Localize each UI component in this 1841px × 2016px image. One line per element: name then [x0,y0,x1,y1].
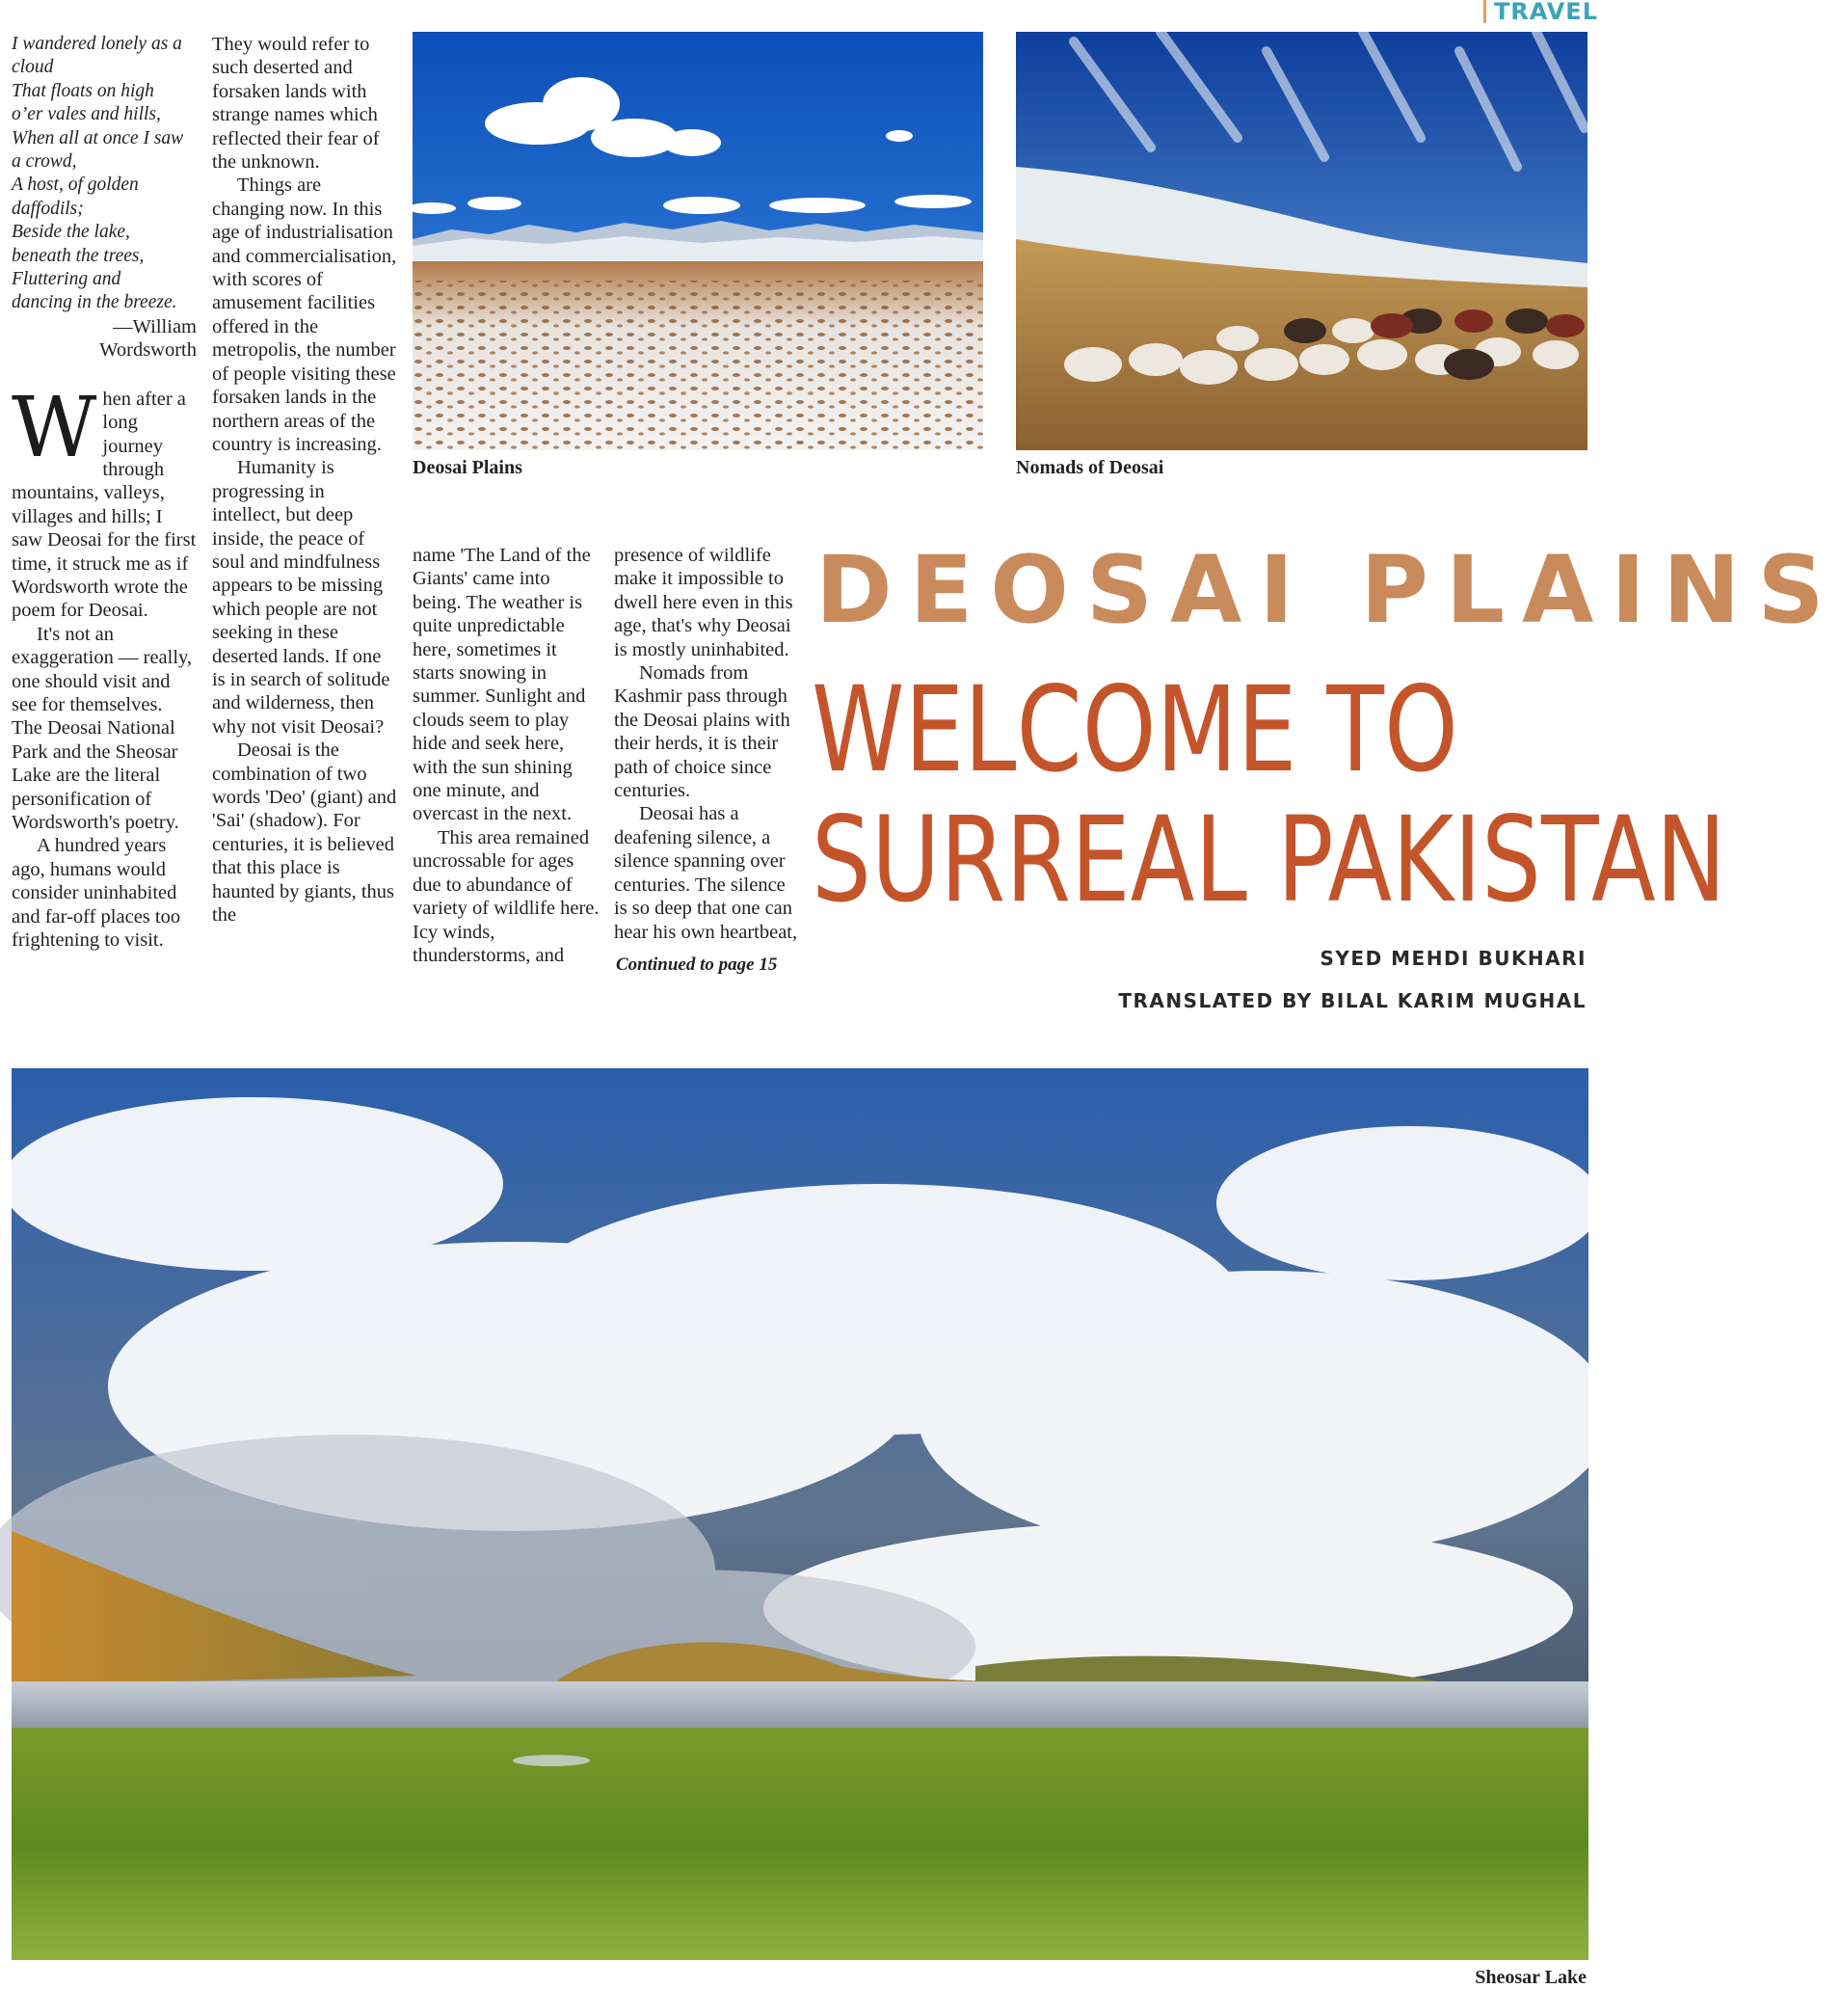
byline-translator: TRANSLATED BY BILAL KARIM MUGHAL [1118,989,1587,1012]
article-paragraph: Humanity is progressing in intellect, but deep inside, the peace of soul and mindfulness appears to be missing which people are not seeking in these deserted lands. If one is in search of solitude and wilderness, then why not visit Deosai? [212,457,390,738]
article-paragraph: presence of wildlife make it impossible to dwell here even in this age, that's why Deosai is mostly uninhabited. [614,545,793,660]
article-paragraph: A hundred years ago, humans would consider uninhabited and far-off places too frightening to visit. [12,835,181,952]
article-paragraph: Nomads from Kashmir pass through the Deosai plains with their herds, it is their path of choice since centuries. [614,662,790,802]
article-paragraph: It's not an exaggeration — really, one should visit and see for themselves. The Deosai National Park and the Sheosar Lake are the literal personification of Wordsworth's poetry. [12,623,193,833]
article-paragraph: This area remained uncrossable for ages due to abundance of variety of wildlife here. Icy winds, thunderstorms, and [413,826,600,966]
poem-line: o’er vales and hills, [12,104,161,125]
byline-author: SYED MEHDI BUKHARI [1320,947,1587,970]
poem-line: A host, of golden [12,175,139,196]
poem-line: dancing in the breeze. [12,292,177,313]
poem-line: beneath the trees, [12,245,145,266]
headline-line: SURREAL PAKISTAN [812,792,1726,928]
poem-line: a crowd, [12,151,77,173]
poem-epigraph [12,33,197,315]
continued-note: Continued to page 15 [616,954,778,975]
photo-deosai-plains [413,32,983,450]
poem-line: Fluttering and [12,269,121,290]
section-label: TRAVEL [1483,0,1598,23]
headline-line: WELCOME TO [812,661,1458,798]
article-paragraph: name 'The Land of the Giants' came into being. The weather is quite unpredictable here, sometimes it starts snowing in summer. Sunlight and clouds seem to play hide and seek here, with the sun shining one minute, and overcast in the next. [413,545,591,825]
article-paragraph: When after a long journey through mountains, valleys, villages and hills; I saw Deosai for the first time, it struck me as if Wordsworth wrote the poem for Deosai. [12,379,197,622]
poem-line: That floats on high [12,80,154,101]
article-paragraph: Things are changing now. In this age of industrialisation and commercialisation, with scores of amusement facilities offered in the metropolis, the number of people visiting these forsaken lands in the northern areas of the country is increasing. [212,175,397,455]
headline-kicker: DEOSAI PLAINS [815,536,1841,644]
article-column-4 [614,544,802,977]
article-paragraph: Deosai has a deafening silence, a silence spanning over centuries. The silence is so deep that one can hear his own heartbeat, [614,803,798,943]
poem-line: Beside the lake, [12,222,130,243]
poem-line: cloud [12,57,54,78]
article-column-2 [212,33,397,927]
article-column-3 [413,544,600,967]
caption-sheosar-lake: Sheosar Lake [1475,1967,1587,1988]
headline-title [812,661,1726,928]
article-paragraph: They would refer to such deserted and forsaken lands with strange names which reflected their fear of the unknown. [212,34,380,174]
poem-line: daffodils; [12,198,84,219]
drop-cap: W [12,379,97,476]
poem-line: I wandered lonely as a [12,34,182,54]
caption-deosai-plains: Deosai Plains [413,457,522,478]
poem-attribution: —William [113,315,197,337]
photo-sheosar-lake [12,1068,1588,1960]
article-column-1 [12,33,197,952]
article-paragraph: Deosai is the combination of two words 'Deo' (giant) and 'Sai' (shadow). For centuries, it is believed that this place is haunted by giants, thus the [212,739,397,927]
poem-line: When all at once I saw [12,127,184,148]
caption-nomads-of-deosai: Nomads of Deosai [1016,457,1164,478]
poem-attribution: Wordsworth [99,339,197,362]
photo-nomads-of-deosai [1016,32,1588,450]
